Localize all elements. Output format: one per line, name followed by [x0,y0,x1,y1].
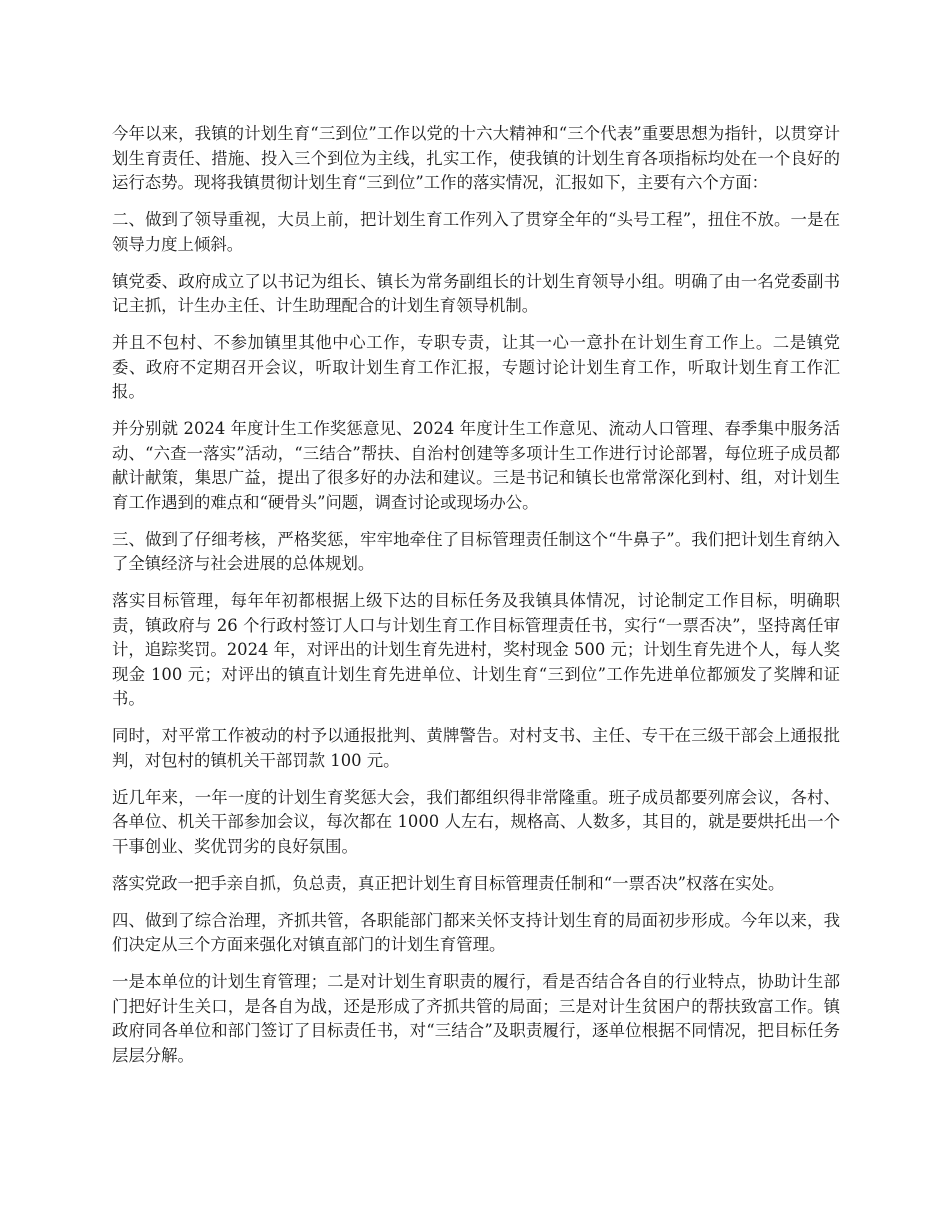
paragraph-three-aspects: 一是本单位的计划生育管理；二是对计划生育职责的履行，看是否结合各自的行业特点，协助计生部门把好计生关口，是各自为战，还是形成了齐抓共管的局面；三是对计生贫困户的帮扶致富工作。镇政府同各单位和部门签订了目标责任书，对“三结合”及职责履行，逐单位根据不同情况，把目标任务层层分解。 [112,972,840,1065]
paragraph-target-management: 落实目标管理，每年年初都根据上级下达的目标任务及我镇具体情况，讨论制定工作目标，明确职责，镇政府与 26 个行政村签订人口与计划生育工作目标管理责任书，实行“一票否决”，坚持离任审计，追踪奖罚。2024 年，对评出的计划生育先进村，奖村现金 500 元；计划生育先进个人，每人奖现金 100 元；对评出的镇直计划生育先进单位、计划生育“三到位”工作先进单位都颁发了奖牌和证书。 [112,591,840,708]
paragraph-annual-meeting: 近几年来，一年一度的计划生育奖惩大会，我们都组织得非常隆重。班子成员都要列席会议，各村、各单位、机关干部参加会议，每次都在 1000 人左右，规格高、人数多，其目的，就是要烘托出一个干事创业、奖优罚劣的良好氛围。 [112,787,840,856]
paragraph-intro: 今年以来，我镇的计划生育“三到位”工作以党的十六大精神和“三个代表”重要思想为指针，以贯穿计划生育责任、措施、投入三个到位为主线，扎实工作，使我镇的计划生育各项指标均处在一个良好的运行态势。现将我镇贯彻计划生育“三到位”工作的落实情况，汇报如下，主要有六个方面： [112,124,840,192]
paragraph-leadership-group: 镇党委、政府成立了以书记为组长、镇长为常务副组长的计划生育领导小组。明确了由一名党委副书记主抓，计生办主任、计生助理配合的计划生育领导机制。 [112,271,840,315]
paragraph-penalties: 同时，对平常工作被动的村予以通报批判、黄牌警告。对村支书、主任、专干在三级干部会上通报批判，对包村的镇机关干部罚款 100 元。 [112,726,840,770]
paragraph-section-2-heading: 二、做到了领导重视，大员上前，把计划生育工作列入了贯穿全年的“头号工程”，扭住不放。一是在领导力度上倾斜。 [112,210,840,254]
paragraph-section-4-heading: 四、做到了综合治理，齐抓共管，各职能部门都来关怀支持计划生育的局面初步形成。今年以来，我们决定从三个方面来强化对镇直部门的计划生育管理。 [112,910,840,954]
paragraph-work-deployment: 并分别就 2024 年度计生工作奖惩意见、2024 年度计生工作意见、流动人口管理、春季集中服务活动、“六查一落实”活动，“三结合”帮扶、自治村创建等多项计生工作进行讨论部署，每位班子成员都献计献策，集思广益，提出了很多好的办法和建议。三是书记和镇长也常常深化到村、组，对计划生育工作遇到的难点和“硬骨头”问题，调查讨论或现场办公。 [112,419,840,512]
document-body [112,122,840,1081]
paragraph-dedicated-staff: 并且不包村、不参加镇里其他中心工作，专职专责，让其一心一意扑在计划生育工作上。二是镇党委、政府不定期召开会议，听取计划生育工作汇报，专题讨论计划生育工作，听取计划生育工作汇报。 [112,333,840,401]
paragraph-veto-system: 落实党政一把手亲自抓，负总责，真正把计划生育目标管理责任制和“一票否决”权落在实处。 [112,873,785,893]
paragraph-section-3-heading: 三、做到了仔细考核，严格奖惩，牢牢地牵住了目标管理责任制这个“牛鼻子”。我们把计划生育纳入了全镇经济与社会进展的总体规划。 [112,529,840,573]
